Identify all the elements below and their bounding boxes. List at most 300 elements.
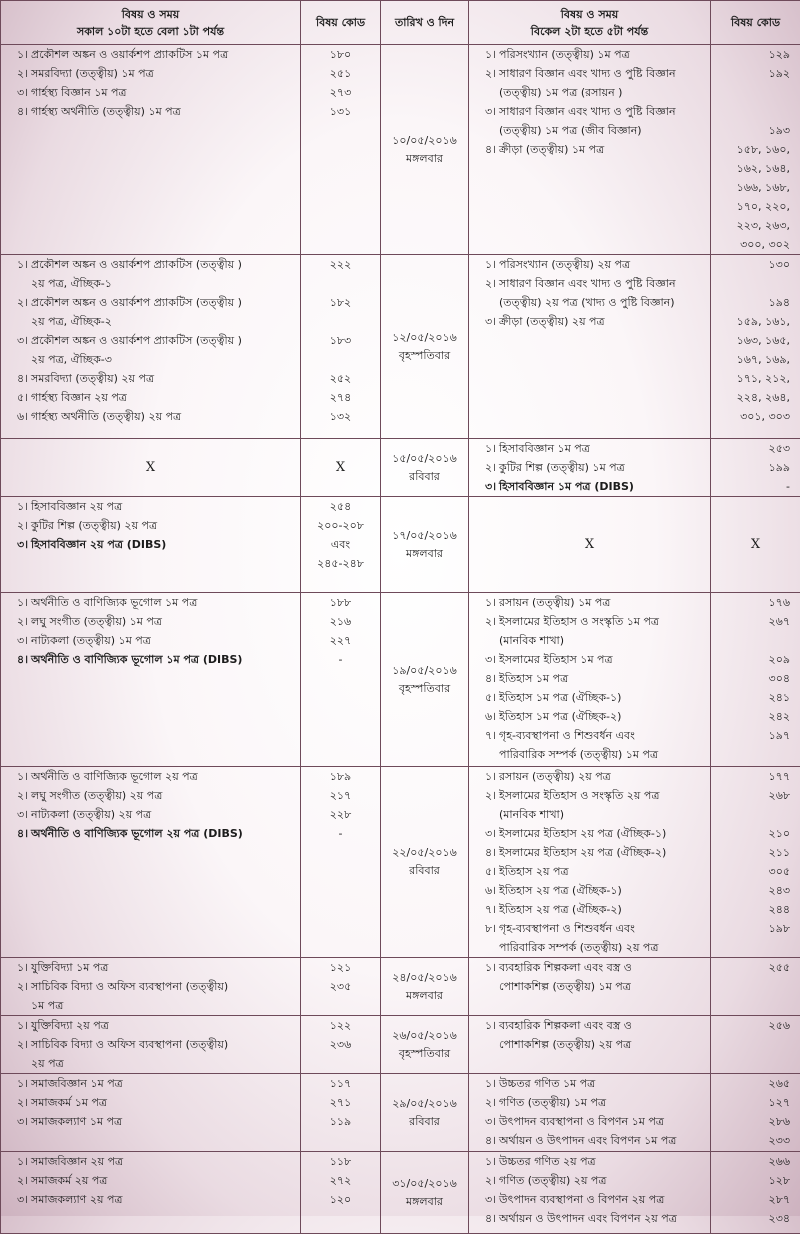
subject-code: ২৪৪ [711, 900, 790, 919]
subject-code: ১৮২ [301, 293, 380, 312]
subject-line [1, 824, 300, 843]
subject-code-header-2: বিষয় কোড [711, 1, 800, 45]
subject-line [469, 767, 710, 786]
subject-name: অর্থনীতি ও বাণিজ্যিক ভূগোল ১ম পত্র (DIBS) [31, 650, 300, 669]
subject-name: সমাজবিজ্ঞান ১ম পত্র [31, 1074, 300, 1093]
subject-code: ২৭২ [301, 1171, 380, 1190]
subject-code: ১৮৩ [301, 331, 380, 350]
subject-name: প্রকৌশল অঙ্কন ও ওয়ার্কশপ প্র্যাকটিস (তত্ত্বীয় ) [31, 293, 300, 312]
subject-name: গার্হস্থ্য বিজ্ঞান ২য় পত্র [31, 388, 300, 407]
subject-code: ২৪২ [711, 707, 790, 726]
subject-line [1, 293, 300, 312]
item-number: ৩। [469, 1190, 499, 1209]
item-number: ৪। [469, 669, 499, 688]
subject-code: ১৯৭ [711, 726, 790, 745]
subject-code: ২৫১ [301, 64, 380, 83]
subject-code: ৩০০, ৩০২ [711, 235, 790, 254]
exam-date-cell [381, 767, 469, 958]
afternoon-codes [711, 45, 800, 255]
subject-line [469, 64, 710, 83]
subject-code: ১৫৮, ১৬০, [711, 140, 790, 159]
subject-name: ইসলামের ইতিহাস ২য় পত্র (ঐচ্ছিক-১) [499, 824, 710, 843]
subject-code: ১৬৩, ১৬৫, [711, 331, 790, 350]
subject-line [1, 350, 300, 369]
subject-name: পারিবারিক সম্পর্ক (তত্ত্বীয়) ১ম পত্র [499, 745, 710, 764]
subject-name: পারিবারিক সম্পর্ক (তত্ত্বীয়) ২য় পত্র [499, 938, 710, 957]
exam-date: ১২/০৫/২০১৬ [381, 329, 468, 347]
subject-name: ২য় পত্র, ঐচ্ছিক-১ [31, 274, 300, 293]
item-number: ২। [1, 293, 31, 312]
subject-code: ২৭১ [301, 1093, 380, 1112]
subject-name: সমরবিদ্যা (তত্ত্বীয়) ১ম পত্র [31, 64, 300, 83]
subject-code [711, 83, 790, 102]
exam-date-cell [381, 497, 469, 593]
subject-name: সাধারণ বিজ্ঞান এবং খাদ্য ও পুষ্টি বিজ্ঞান [499, 64, 710, 83]
item-number: ৪। [1, 369, 31, 388]
subject-code: ২২৪, ২৬৪, [711, 388, 790, 407]
subject-name: সমাজকল্যাণ ১ম পত্র [31, 1112, 300, 1131]
morning-subjects [1, 45, 301, 255]
afternoon-subjects [469, 593, 711, 767]
item-number: ৩। [1, 83, 31, 102]
item-number: ৬। [469, 881, 499, 900]
subject-name: রসায়ন (তত্ত্বীয়) ১ম পত্র [499, 593, 710, 612]
subject-line [1, 255, 300, 274]
morning-subjects [1, 1016, 301, 1074]
subject-code-header: বিষয় কোড [301, 1, 381, 45]
subject-code: ১৭৭ [711, 767, 790, 786]
item-number: ১। [469, 439, 499, 458]
item-number: ২। [469, 1093, 499, 1112]
exam-day: মঙ্গলবার [381, 1193, 468, 1211]
subject-name: হিসাববিজ্ঞান ১ম পত্র [499, 439, 710, 458]
subject-code: ১১৭ [301, 1074, 380, 1093]
subject-line [1, 1093, 300, 1112]
subject-name: সমাজবিজ্ঞান ২য় পত্র [31, 1152, 300, 1171]
item-number: ২। [469, 1171, 499, 1190]
subject-line [469, 45, 710, 64]
afternoon-codes [711, 767, 800, 958]
exam-date-cell [381, 958, 469, 1016]
subject-code: ৩০১, ৩০৩ [711, 407, 790, 426]
subject-name: গার্হস্থ্য বিজ্ঞান ১ম পত্র [31, 83, 300, 102]
item-number: ৫। [1, 388, 31, 407]
subject-name: কুটির শিল্প (তত্ত্বীয়) ১ম পত্র [499, 458, 710, 477]
subject-line [469, 1093, 710, 1112]
subject-code: ১১৯ [301, 1112, 380, 1131]
subject-name: প্রকৌশল অঙ্কন ও ওয়ার্কশপ প্র্যাকটিস (তত্ত্বীয় ) [31, 255, 300, 274]
item-number [469, 977, 499, 996]
exam-date: ২৯/০৫/২০১৬ [381, 1095, 468, 1113]
subject-name: অর্থায়ন ও উৎপাদন এবং বিপণন ২য় পত্র [499, 1209, 710, 1228]
item-number [1, 996, 31, 1015]
subject-line [469, 477, 710, 496]
item-number: ২। [469, 64, 499, 83]
subject-code: - [301, 650, 380, 669]
subject-code: এবং [301, 535, 380, 554]
subject-name: গৃহ-ব্যবস্থাপনা ও শিশুবর্ধন এবং [499, 726, 710, 745]
subject-name: অর্থনীতি ও বাণিজ্যিক ভূগোল ২য় পত্র (DIBS) [31, 824, 300, 843]
subject-name: ইতিহাস ২য় পত্র (ঐচ্ছিক-১) [499, 881, 710, 900]
subject-code [301, 573, 380, 592]
exam-date-cell [381, 45, 469, 255]
subject-code: ২৬৭ [711, 612, 790, 631]
exam-day: বৃহস্পতিবার [381, 1045, 468, 1063]
morning-code-empty-mark: X [301, 439, 381, 497]
subject-line [1, 650, 300, 669]
subject-code: ১৬২, ১৬৪, [711, 159, 790, 178]
exam-day-row [1, 439, 800, 497]
subject-line [469, 312, 710, 331]
exam-date-cell [381, 439, 469, 497]
subject-code [711, 631, 790, 650]
morning-subjects [1, 958, 301, 1016]
subject-code [711, 745, 790, 764]
item-number: ২। [1, 612, 31, 631]
afternoon-subjects [469, 1152, 711, 1234]
subject-code: ২৬৮ [711, 786, 790, 805]
subject-line [469, 938, 710, 957]
item-number: ৮। [469, 919, 499, 938]
subject-line [1, 958, 300, 977]
subject-code: ২৭৩ [301, 83, 380, 102]
morning-codes [301, 497, 381, 593]
subject-line [469, 293, 710, 312]
afternoon-code-empty-mark: X [711, 497, 800, 593]
subject-name: ইসলামের ইতিহাস ও সংস্কৃতি ২য় পত্র [499, 786, 710, 805]
afternoon-subjects [469, 1074, 711, 1152]
item-number: ৪। [469, 140, 499, 159]
afternoon-subjects [469, 255, 711, 439]
subject-name: (মানবিক শাখা) [499, 631, 710, 650]
subject-line [469, 83, 710, 102]
subject-line [1, 786, 300, 805]
subject-line [469, 1131, 710, 1150]
subject-code [711, 274, 790, 293]
subject-line [469, 1112, 710, 1131]
afternoon-codes [711, 1016, 800, 1074]
subject-name: ক্রীড়া (তত্ত্বীয়) ২য় পত্র [499, 312, 710, 331]
subject-line [1, 407, 300, 426]
subject-code: ২৪৫-২৪৮ [301, 554, 380, 573]
item-number [469, 938, 499, 957]
subject-name: সাধারণ বিজ্ঞান এবং খাদ্য ও পুষ্টি বিজ্ঞান [499, 274, 710, 293]
subject-name: অর্থনীতি ও বাণিজ্যিক ভূগোল ২য় পত্র [31, 767, 300, 786]
item-number: ৩। [469, 312, 499, 331]
item-number: ৬। [1, 407, 31, 426]
morning-codes [301, 1074, 381, 1152]
afternoon-codes [711, 958, 800, 1016]
item-number: ৩। [469, 477, 499, 496]
subject-code: ১৯২ [711, 64, 790, 83]
subject-line [469, 140, 710, 159]
subject-name: পোশাকশিল্প (তত্ত্বীয়) ১ম পত্র [499, 977, 710, 996]
morning-subjects [1, 497, 301, 593]
morning-codes [301, 1016, 381, 1074]
subject-name: ইতিহাস ১ম পত্র (ঐচ্ছিক-১) [499, 688, 710, 707]
item-number: ২। [1, 64, 31, 83]
item-number [1, 312, 31, 331]
subject-code [301, 996, 380, 1015]
item-number: ৩। [1, 535, 31, 554]
item-number: ৪। [469, 843, 499, 862]
subject-name: (তত্ত্বীয়) ১ম পত্র (রসায়ন ) [499, 83, 710, 102]
subject-name: উৎপাদন ব্যবস্থাপনা ও বিপণন ১ম পত্র [499, 1112, 710, 1131]
item-number: ১। [1, 593, 31, 612]
item-number: ১। [469, 767, 499, 786]
subject-code: ১৫৯, ১৬১, [711, 312, 790, 331]
subject-code: ২২৩, ২৬৩, [711, 216, 790, 235]
subject-line [469, 669, 710, 688]
item-number: ১। [1, 958, 31, 977]
subject-name: প্রকৌশল অঙ্কন ও ওয়ার্কশপ প্র্যাকটিস (তত্ত্বীয় ) [31, 331, 300, 350]
subject-line [1, 45, 300, 64]
subject-code: ১২১ [301, 958, 380, 977]
subject-line [1, 64, 300, 83]
subject-name: ইতিহাস ১ম পত্র (ঐচ্ছিক-২) [499, 707, 710, 726]
exam-day: রবিবার [381, 468, 468, 486]
item-number: ১। [469, 958, 499, 977]
subject-name: গৃহ-ব্যবস্থাপনা ও শিশুবর্ধন এবং [499, 919, 710, 938]
item-number: ১। [1, 255, 31, 274]
exam-day: বৃহস্পতিবার [381, 347, 468, 365]
subject-name: সমাজকর্ম ১ম পত্র [31, 1093, 300, 1112]
item-number: ২। [1, 977, 31, 996]
exam-day-row [1, 1152, 800, 1234]
subject-name: সমরবিদ্যা (তত্ত্বীয়) ২য় পত্র [31, 369, 300, 388]
exam-date: ১৭/০৫/২০১৬ [381, 527, 468, 545]
subject-code: ১৮০ [301, 45, 380, 64]
subject-code: ১৬৭, ১৬৯, [711, 350, 790, 369]
subject-name: পরিসংখ্যান (তত্ত্বীয়) ২য় পত্র [499, 255, 710, 274]
subject-code: ২১৭ [301, 786, 380, 805]
item-number [469, 293, 499, 312]
item-number: ৭। [469, 900, 499, 919]
subject-line [469, 274, 710, 293]
item-number: ১। [1, 1016, 31, 1035]
afternoon-subjects [469, 958, 711, 1016]
item-number [1, 350, 31, 369]
item-number: ৩। [1, 331, 31, 350]
item-number: ৪। [469, 1209, 499, 1228]
exam-date-cell [381, 1074, 469, 1152]
exam-day-row [1, 255, 800, 439]
subject-name: অর্থায়ন ও উৎপাদন এবং বিপণন ১ম পত্র [499, 1131, 710, 1150]
subject-line [469, 1171, 710, 1190]
subject-name: হিসাববিজ্ঞান ১ম পত্র (DIBS) [499, 477, 710, 496]
subject-code: ২৪৩ [711, 881, 790, 900]
exam-day-row [1, 958, 800, 1016]
item-number: ৫। [469, 862, 499, 881]
subject-name: ইসলামের ইতিহাস ২য় পত্র (ঐচ্ছিক-২) [499, 843, 710, 862]
item-number: ৪। [469, 1131, 499, 1150]
subject-line [1, 1074, 300, 1093]
item-number: ২। [1, 1035, 31, 1054]
morning-subjects [1, 1074, 301, 1152]
item-number: ৩। [469, 102, 499, 121]
item-number: ৩। [469, 1112, 499, 1131]
item-number: ৬। [469, 707, 499, 726]
subject-code: ২৩৪ [711, 1209, 790, 1228]
item-number [469, 83, 499, 102]
afternoon-codes [711, 1152, 800, 1234]
afternoon-subjects [469, 439, 711, 497]
subject-line [469, 1190, 710, 1209]
exam-date-cell [381, 255, 469, 439]
item-number: ১। [469, 1074, 499, 1093]
exam-day-row [1, 767, 800, 958]
exam-day: রবিবার [381, 862, 468, 880]
subject-line [469, 439, 710, 458]
subject-code: ১৩২ [301, 407, 380, 426]
subject-name: ব্যবহারিক শিল্পকলা এবং বস্ত্র ও [499, 1016, 710, 1035]
subject-line [1, 631, 300, 650]
date-day-header: তারিখ ও দিন [381, 1, 469, 45]
subject-code: ২১৬ [301, 612, 380, 631]
exam-day-row [1, 497, 800, 593]
subject-line [1, 1190, 300, 1209]
subject-name: অর্থনীতি ও বাণিজ্যিক ভূগোল ১ম পত্র [31, 593, 300, 612]
subject-code: ২৮৬ [711, 1112, 790, 1131]
item-number [469, 1035, 499, 1054]
subject-line [469, 707, 710, 726]
subject-line [1, 535, 300, 554]
item-number: ৪। [1, 102, 31, 121]
subject-code: ১৯৪ [711, 293, 790, 312]
exam-date: ১৫/০৫/২০১৬ [381, 450, 468, 468]
item-number: ৩। [1, 1190, 31, 1209]
exam-day: বৃহস্পতিবার [381, 680, 468, 698]
exam-day: মঙ্গলবার [381, 545, 468, 563]
subject-code: ২৪১ [711, 688, 790, 707]
subject-name: পোশাকশিল্প (তত্ত্বীয়) ২য় পত্র [499, 1035, 710, 1054]
subject-line [1, 612, 300, 631]
subject-name: (মানবিক শাখা) [499, 805, 710, 824]
exam-day-row [1, 1016, 800, 1074]
item-number: ১। [469, 1152, 499, 1171]
subject-code: ২৫৫ [711, 958, 790, 977]
subject-name: ইসলামের ইতিহাস ও সংস্কৃতি ১ম পত্র [499, 612, 710, 631]
subject-line [469, 977, 710, 996]
subject-name: ব্যবহারিক শিল্পকলা এবং বস্ত্র ও [499, 958, 710, 977]
subject-name: (তত্ত্বীয়) ১ম পত্র (জীব বিজ্ঞান) [499, 121, 710, 140]
subject-name: ২য় পত্র [31, 1054, 300, 1073]
item-number: ২। [469, 786, 499, 805]
exam-day: রবিবার [381, 1113, 468, 1131]
afternoon-header [469, 1, 711, 45]
item-number: ১। [1, 1152, 31, 1171]
afternoon-empty-mark: X [469, 497, 711, 593]
item-number: ১। [469, 593, 499, 612]
subject-line [469, 121, 710, 140]
afternoon-codes [711, 439, 800, 497]
subject-line [1, 996, 300, 1015]
afternoon-title: বিষয় ও সময় [469, 6, 710, 23]
subject-name: গণিত (তত্ত্বীয়) ২য় পত্র [499, 1171, 710, 1190]
subject-line [1, 388, 300, 407]
subject-name: গণিত (তত্ত্বীয়) ১ম পত্র [499, 1093, 710, 1112]
subject-line [1, 331, 300, 350]
morning-codes [301, 767, 381, 958]
item-number [469, 805, 499, 824]
morning-header [1, 1, 301, 45]
item-number: ৩। [1, 631, 31, 650]
subject-line [1, 497, 300, 516]
header-row [1, 1, 800, 45]
item-number: ৪। [1, 650, 31, 669]
subject-code: ২১১ [711, 843, 790, 862]
exam-date-cell [381, 1152, 469, 1234]
morning-subjects [1, 593, 301, 767]
subject-code: ২২৭ [301, 631, 380, 650]
subject-line [469, 631, 710, 650]
item-number: ২। [1, 1093, 31, 1112]
subject-code: ১২৯ [711, 45, 790, 64]
subject-code [711, 977, 790, 996]
morning-subjects [1, 1152, 301, 1234]
subject-code: - [711, 477, 790, 496]
subject-line [1, 1152, 300, 1171]
subject-code: ১৯৯ [711, 458, 790, 477]
subject-name: সাধারণ বিজ্ঞান এবং খাদ্য ও পুষ্টি বিজ্ঞান [499, 102, 710, 121]
subject-name: সমাজকল্যাণ ২য় পত্র [31, 1190, 300, 1209]
subject-name: গার্হস্থ্য অর্থনীতি (তত্ত্বীয়) ২য় পত্র [31, 407, 300, 426]
exam-date-cell [381, 593, 469, 767]
subject-name: (তত্ত্বীয়) ২য় পত্র (খাদ্য ও পুষ্টি বিজ্ঞান) [499, 293, 710, 312]
subject-code: - [301, 824, 380, 843]
exam-date-cell [381, 1016, 469, 1074]
subject-line [469, 805, 710, 824]
subject-name: প্রকৌশল অঙ্কন ও ওয়ার্কশপ প্র্যাকটিস ১ম পত্র [31, 45, 300, 64]
item-number [469, 745, 499, 764]
subject-name: ২য় পত্র, ঐচ্ছিক-৩ [31, 350, 300, 369]
item-number: ২। [469, 458, 499, 477]
subject-line [1, 1016, 300, 1035]
item-number: ১। [469, 255, 499, 274]
subject-line [469, 593, 710, 612]
subject-code: ১৭১, ২১২, [711, 369, 790, 388]
exam-day-row [1, 593, 800, 767]
subject-name: ইতিহাস ১ম পত্র [499, 669, 710, 688]
subject-code: ১৩০ [711, 255, 790, 274]
morning-codes [301, 1152, 381, 1234]
subject-name: নাট্যকলা (তত্ত্বীয়) ১ম পত্র [31, 631, 300, 650]
subject-code [301, 312, 380, 331]
subject-line [469, 881, 710, 900]
subject-code: ১১৮ [301, 1152, 380, 1171]
subject-name: নাট্যকলা (তত্ত্বীয়) ২য় পত্র [31, 805, 300, 824]
subject-line [1, 1035, 300, 1054]
subject-line [469, 612, 710, 631]
subject-name: ক্রীড়া (তত্ত্বীয়) ১ম পত্র [499, 140, 710, 159]
subject-code [301, 1054, 380, 1073]
subject-line [469, 102, 710, 121]
subject-name: ইতিহাস ২য় পত্র (ঐচ্ছিক-২) [499, 900, 710, 919]
subject-line [469, 862, 710, 881]
item-number [1, 1054, 31, 1073]
subject-line [469, 650, 710, 669]
item-number: ৪। [1, 824, 31, 843]
morning-codes [301, 255, 381, 439]
subject-name: উচ্চতর গণিত ২য় পত্র [499, 1152, 710, 1171]
subject-code: ৩০৫ [711, 862, 790, 881]
subject-line [1, 805, 300, 824]
afternoon-codes [711, 593, 800, 767]
morning-codes [301, 958, 381, 1016]
exam-day-row [1, 45, 800, 255]
item-number: ৩। [469, 650, 499, 669]
subject-code: ২১০ [711, 824, 790, 843]
